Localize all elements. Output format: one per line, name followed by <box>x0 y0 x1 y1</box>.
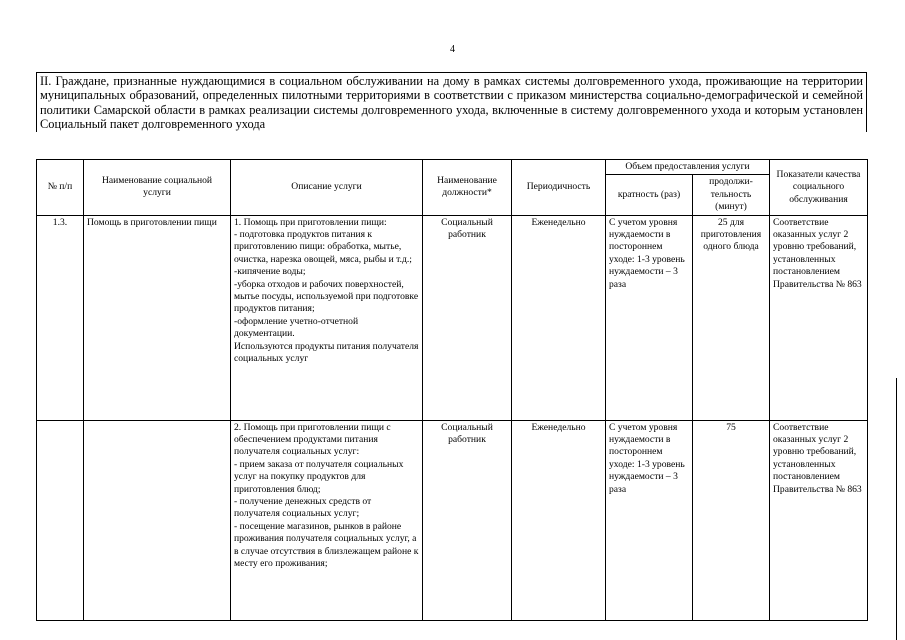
description-line: - подготовка продуктов питания к приготовлению пищи: обработка, мытье, очистка, нарезка овощей, мяса, рыбы и т.д.; <box>234 229 412 265</box>
header-service-name: Наименование социальной услуги <box>84 160 231 216</box>
header-multiplicity: кратность (раз) <box>606 175 693 215</box>
row-quality: Соответствие оказанных услуг 2 уровню требований, установленных постановлением Правительства № 863 <box>770 420 868 620</box>
header-num: № п/п <box>37 160 84 216</box>
row-multiplicity: С учетом уровня нуждаемости в постороннем уходе: 1-3 уровень нуждаемости – 3 раза <box>606 215 693 420</box>
row-position: Социальный работник <box>423 215 512 420</box>
description-line: Используются продукты питания получателя социальных услуг <box>234 340 419 365</box>
table-row <box>37 420 868 620</box>
description-line: 1. Помощь при приготовлении пищи: <box>234 216 387 228</box>
description-line: -оформление учетно-отчетной документации. <box>234 315 359 340</box>
header-volume: Объем предоставления услуги <box>606 160 770 175</box>
row-multiplicity: С учетом уровня нуждаемости в постороннем уходе: 1-3 уровень нуждаемости – 3 раза <box>606 420 693 620</box>
table-row <box>37 215 868 420</box>
row-periodicity: Еженедельно <box>512 215 606 420</box>
header-periodicity: Периодичность <box>512 160 606 216</box>
row-quality: Соответствие оказанных услуг 2 уровню требований, установленных постановлением Правительства № 863 <box>770 215 868 420</box>
description-line: - прием заказа от получателя социальных услуг на покупку продуктов для приготовления блюд; <box>234 458 404 495</box>
row-num: 1.3. <box>37 215 84 420</box>
services-table <box>36 159 868 621</box>
row-num <box>37 420 84 620</box>
row-periodicity: Еженедельно <box>512 420 606 620</box>
description-line: - получение денежных средств от получателя социальных услуг; <box>234 496 372 520</box>
header-row-1 <box>37 160 868 175</box>
scan-edge-line <box>896 378 897 640</box>
row-duration: 25 для приготовления одного блюда <box>693 215 770 420</box>
row-description <box>231 420 423 620</box>
row-position: Социальный работник <box>423 420 512 620</box>
header-duration: продолжи-тельность (минут) <box>693 175 770 215</box>
section-heading: II. Граждане, признанные нуждающимися в социальном обслуживании на дому в рамках системы долговременного ухода, проживающие на территории муниципальных образований, определенных пилотными территориями в соответствии с приказом министерства социально-демографической и семейной политики Самарской области в рамках реализации системы долговременного ухода, включенные в систему долговременного ухода и которым установлен Социальный пакет долговременного ухода <box>36 72 867 132</box>
description-line: - посещение магазинов, рынков в районе проживания получателя социальных услуг, а в случае отсутствия в близлежащем районе к месту его проживания; <box>234 520 419 570</box>
header-quality: Показатели качества социального обслуживания <box>770 160 868 216</box>
description-line: -кипячение воды; <box>234 266 306 278</box>
page-number: 4 <box>450 44 455 55</box>
row-description <box>231 215 423 420</box>
header-position: Наименование должности* <box>423 160 512 216</box>
row-service-name <box>84 420 231 620</box>
row-service-name: Помощь в приготовлении пищи <box>84 215 231 420</box>
header-description: Описание услуги <box>231 160 423 216</box>
description-line: 2. Помощь при приготовлении пищи с обеспечением продуктами питания получателя социальных услуг: <box>234 421 391 458</box>
row-duration: 75 <box>693 420 770 620</box>
description-line: -уборка отходов и рабочих поверхностей, мытье посуды, используемой при подготовке продуктов питания; <box>234 278 419 315</box>
